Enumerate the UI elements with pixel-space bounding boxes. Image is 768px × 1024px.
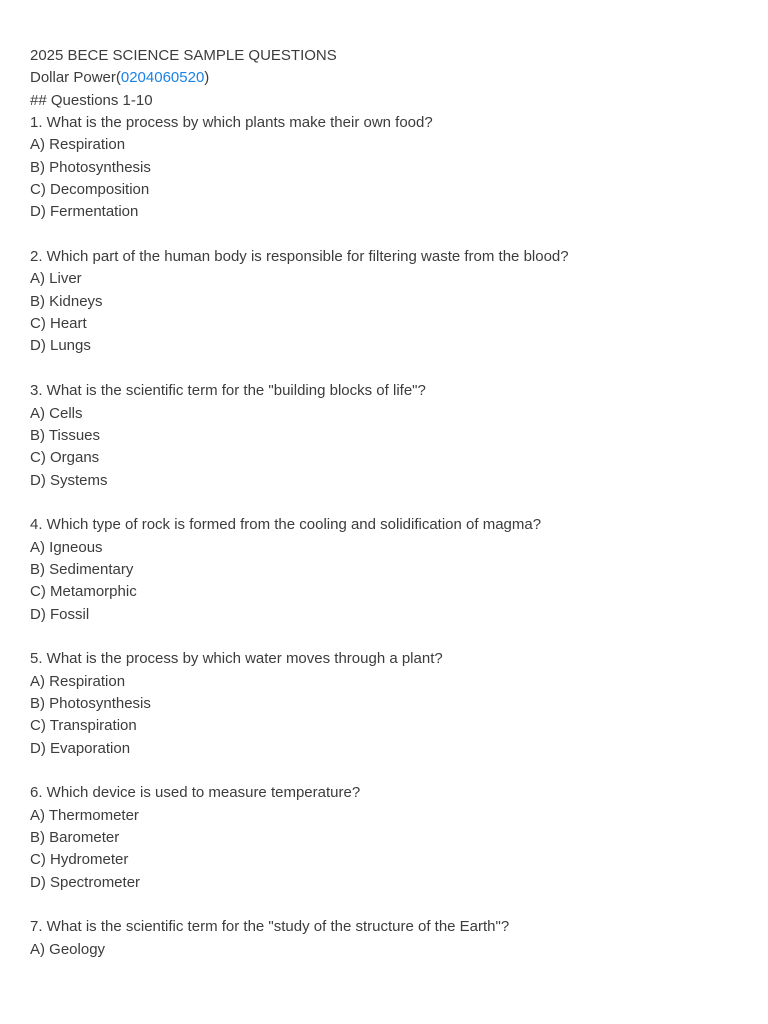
option: B) Photosynthesis (30, 694, 151, 712)
option: D) Systems (30, 471, 108, 489)
document-title: 2025 BECE SCIENCE SAMPLE QUESTIONS (30, 47, 337, 64)
author-suffix: ) (204, 69, 210, 87)
option: D) Evaporation (30, 739, 131, 757)
spacer (30, 626, 750, 648)
question-text: 2. Which part of the human body is responsible for filtering waste from the blood? (30, 248, 569, 266)
question-text: 4. Which type of rock is formed from the cooling and solidification of magma? (30, 516, 542, 534)
question-text: 5. What is the process by which water moves through a plant? (30, 650, 443, 668)
option: C) Heart (30, 315, 87, 333)
option: A) Respiration (30, 136, 126, 154)
option: B) Photosynthesis (30, 158, 151, 176)
question-block-4 (30, 514, 750, 648)
question-block-6 (30, 782, 750, 916)
question-block-2 (30, 246, 750, 380)
question-text: 3. What is the scientific term for the "building blocks of life"? (30, 382, 426, 400)
option: B) Barometer (30, 829, 120, 847)
option: B) Kidneys (30, 292, 103, 310)
option: A) Liver (30, 270, 82, 288)
question-text: 7. What is the scientific term for the "study of the structure of the Earth"? (30, 918, 510, 936)
question-block-1 (30, 112, 750, 246)
option: D) Spectrometer (30, 873, 141, 891)
phone-link[interactable]: 0204060520 (120, 69, 205, 87)
question-text: 1. What is the process by which plants make their own food? (30, 114, 433, 132)
option: A) Geology (30, 940, 106, 958)
author-prefix: Dollar Power( (30, 69, 121, 87)
spacer (30, 760, 750, 782)
spacer (30, 358, 750, 380)
option: D) Lungs (30, 337, 91, 355)
option: C) Organs (30, 449, 100, 467)
section-heading: ## Questions 1-10 (30, 91, 153, 109)
option: A) Cells (30, 404, 83, 422)
option: B) Tissues (30, 426, 101, 444)
question-block-5 (30, 648, 750, 782)
option: D) Fermentation (30, 203, 139, 221)
option: A) Igneous (30, 538, 103, 556)
question-block-7 (30, 916, 750, 961)
spacer (30, 894, 750, 916)
option: A) Thermometer (30, 806, 139, 824)
question-block-3 (30, 380, 750, 514)
option: C) Transpiration (30, 717, 137, 735)
option: B) Sedimentary (30, 560, 134, 578)
option: D) Fossil (30, 605, 90, 623)
spacer (30, 492, 750, 514)
option: A) Respiration (30, 672, 126, 690)
option: C) Metamorphic (30, 583, 137, 601)
question-text: 6. Which device is used to measure temperature? (30, 784, 361, 802)
option: C) Decomposition (30, 181, 150, 199)
document-page (30, 45, 750, 961)
author-line (30, 67, 750, 89)
option: C) Hydrometer (30, 851, 129, 869)
spacer (30, 224, 750, 246)
